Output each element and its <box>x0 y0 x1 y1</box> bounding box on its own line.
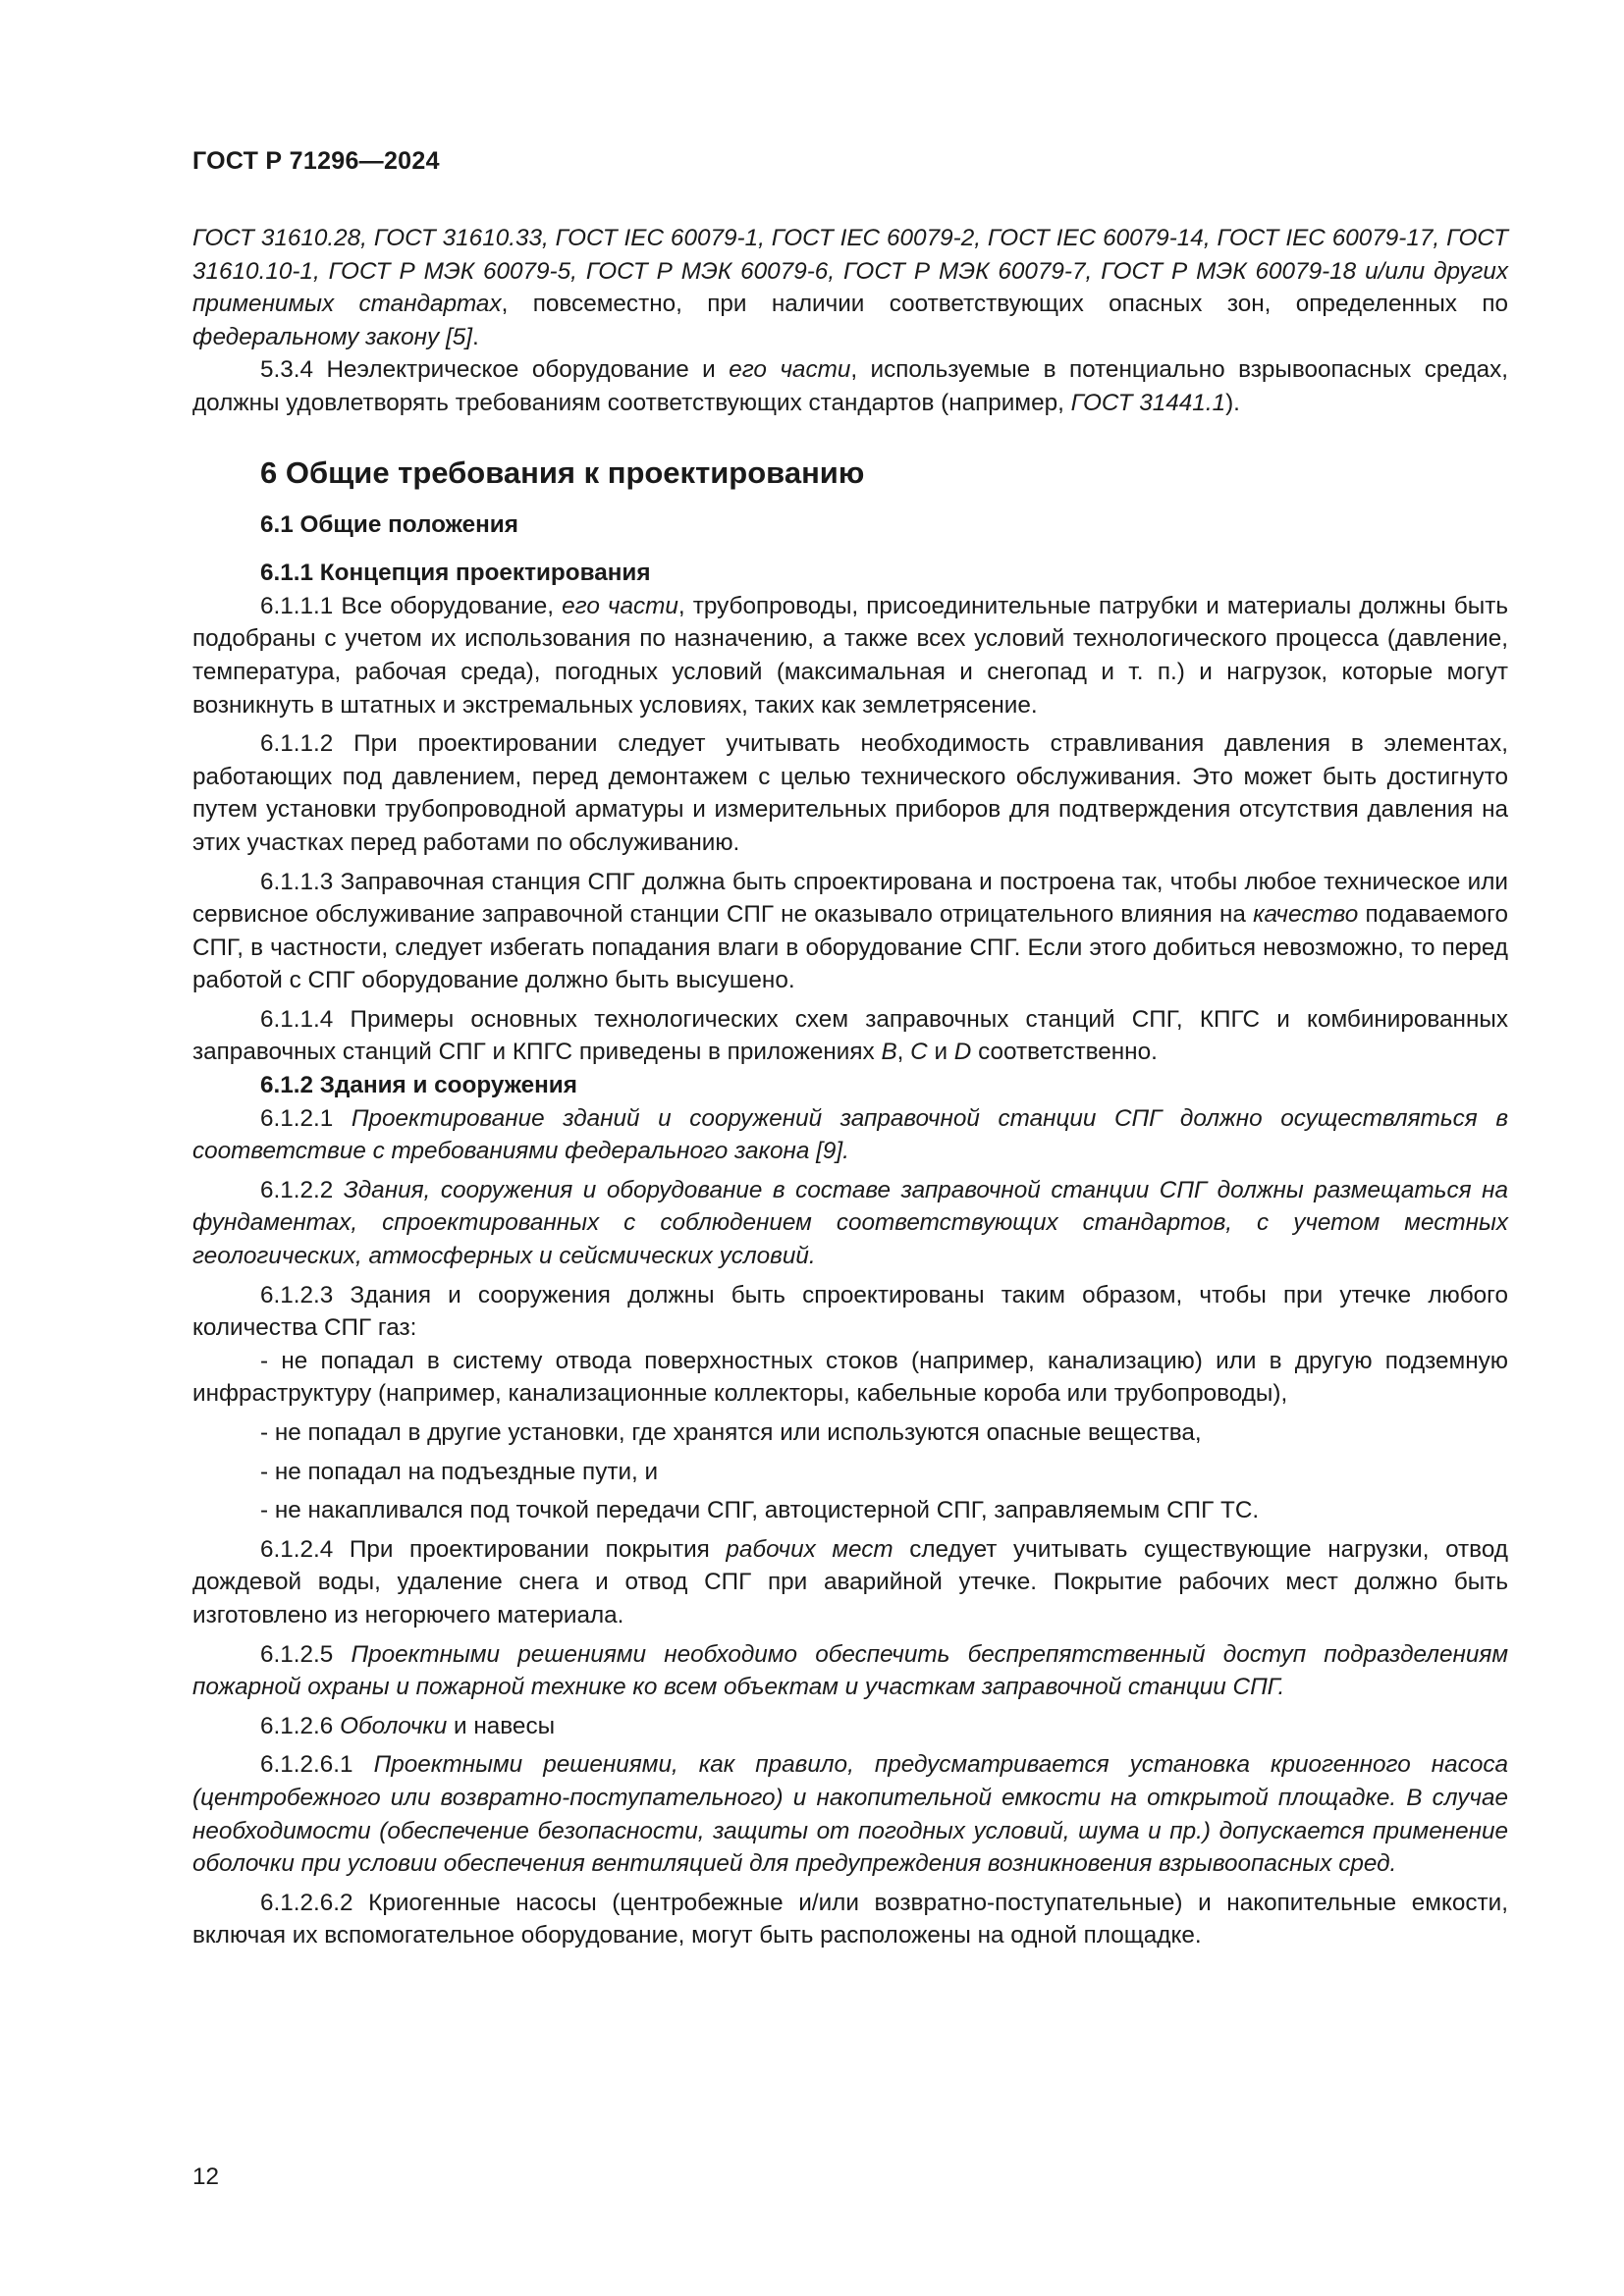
paragraph-5-3-3-continuation: ГОСТ 31610.28, ГОСТ 31610.33, ГОСТ IEC 60079-1, ГОСТ IEC 60079-2, ГОСТ IEC 60079-14, ГОСТ IEC 60079-17, ГОСТ 31610.10-1, ГОСТ Р МЭК 60079-5, ГОСТ Р МЭК 60079-6, ГОСТ Р МЭК 60079-7, ГОСТ Р МЭК 60079-18 и/или других применимых стандартах, повсеместно, при наличии соответствующих опасных зон, определенных по федеральному закону [5]. <box>192 225 1508 350</box>
document-header: ГОСТ Р 71296—2024 <box>192 147 440 175</box>
paragraph-6-1-1-1: 6.1.1.1 Все оборудование, его части, трубопроводы, присоединительные патрубки и материалы должны быть подобраны с учетом их использования по назначению, а также всех условий технологического процесса (давление, температура, рабочая среда), погодных условий (максимальная и снегопад и т. п.) и нагрузок, которые могут возникнуть в штатных и экстремальных условиях, таких как землетрясение. <box>192 592 1508 719</box>
list-item: - не попадал в систему отвода поверхностных стоков (например, канализацию) или в другую подземную инфраструктуру (например, канализационные коллекторы, кабельные короба или трубопроводы), <box>192 1347 1508 1408</box>
paragraph-6-1-2-3: 6.1.2.3 Здания и сооружения должны быть спроектированы таким образом, чтобы при утечке любого количества СПГ газ: <box>192 1281 1508 1342</box>
paragraph-6-1-2-4: 6.1.2.4 При проектировании покрытия рабочих мест следует учитывать существующие нагрузки, отвод дождевой воды, удаление снега и отвод СПГ при аварийной утечке. Покрытие рабочих мест должно быть изготовлено из негорючего материала. <box>192 1535 1508 1629</box>
paragraph-6-1-2-5: 6.1.2.5 Проектными решениями необходимо обеспечить беспрепятственный доступ подразделениям пожарной охраны и пожарной технике ко всем объектам и участкам заправочной станции СПГ. <box>192 1640 1508 1701</box>
section-6-title: 6 Общие требования к проектированию <box>260 454 865 490</box>
paragraph-6-1-1-4: 6.1.1.4 Примеры основных технологических схем заправочных станций СПГ, КПГС и комбинированных заправочных станций СПГ и КПГС приведены в приложениях B, C и D соответственно. <box>192 1005 1508 1066</box>
subsection-6-1-title: 6.1 Общие положения <box>260 510 518 538</box>
paragraph-6-1-2-6-2: 6.1.2.6.2 Криогенные насосы (центробежные и/или возвратно-поступательные) и накопительные емкости, включая их вспомогательное оборудование, могут быть расположены на одной площадке. <box>192 1889 1508 1949</box>
paragraph-6-1-2-1: 6.1.2.1 Проектирование зданий и сооружений заправочной станции СПГ должно осуществляться в соответствие с требованиями федерального закона [9]. <box>192 1104 1508 1165</box>
list-item: - не накапливался под точкой передачи СПГ, автоцистерной СПГ, заправляемым СПГ ТС. <box>260 1497 1260 1524</box>
paragraph-6-1-1-3: 6.1.1.3 Заправочная станция СПГ должна быть спроектирована и построена так, чтобы любое техническое или сервисное обслуживание заправочной станции СПГ не оказывало отрицательного влияния на качество подаваемого СПГ, в частности, следует избегать попадания влаги в оборудование СПГ. Если этого добиться невозможно, то перед работой с СПГ оборудование должно быть высушено. <box>192 868 1508 994</box>
paragraph-6-1-2-6-1: 6.1.2.6.1 Проектными решениями, как правило, предусматривается установка криогенного насоса (центробежного или возвратно-поступательного) и накопительной емкости на открытой площадке. В случае необходимости (обеспечение безопасности, защиты от погодных условий, шума и пр.) допускается применение оболочки при условии обеспечения вентиляцией для предупреждения возникновения взрывоопасных сред. <box>192 1751 1508 1878</box>
subsection-6-1-1-title: 6.1.1 Концепция проектирования <box>260 560 651 587</box>
page-number: 12 <box>192 2163 220 2190</box>
paragraph-5-3-4: 5.3.4 Неэлектрическое оборудование и его части, используемые в потенциально взрывоопасных средах, должны удовлетворять требованиям соответствующих стандартов (например, ГОСТ 31441.1). <box>192 356 1508 416</box>
list-item: - не попадал в другие установки, где хранятся или используются опасные вещества, <box>260 1419 1202 1446</box>
subsection-6-1-2-title: 6.1.2 Здания и сооружения <box>260 1072 577 1099</box>
paragraph-6-1-2-6: 6.1.2.6 Оболочки и навесы <box>260 1712 556 1739</box>
paragraph-6-1-1-2: 6.1.1.2 При проектировании следует учитывать необходимость стравливания давления в элементах, работающих под давлением, перед демонтажем с целью технического обслуживания. Это может быть достигнуто путем установки трубопроводной арматуры и измерительных приборов для подтверждения отсутствия давления на этих участках перед работами по обслуживанию. <box>192 730 1508 856</box>
list-item: - не попадал на подъездные пути, и <box>260 1458 659 1485</box>
paragraph-6-1-2-2: 6.1.2.2 Здания, сооружения и оборудование в составе заправочной станции СПГ должны размещаться на фундаментах, спроектированных с соблюдением соответствующих стандартов, с учетом местных геологических, атмосферных и сейсмических условий. <box>192 1176 1508 1270</box>
page-body <box>192 222 1508 1952</box>
